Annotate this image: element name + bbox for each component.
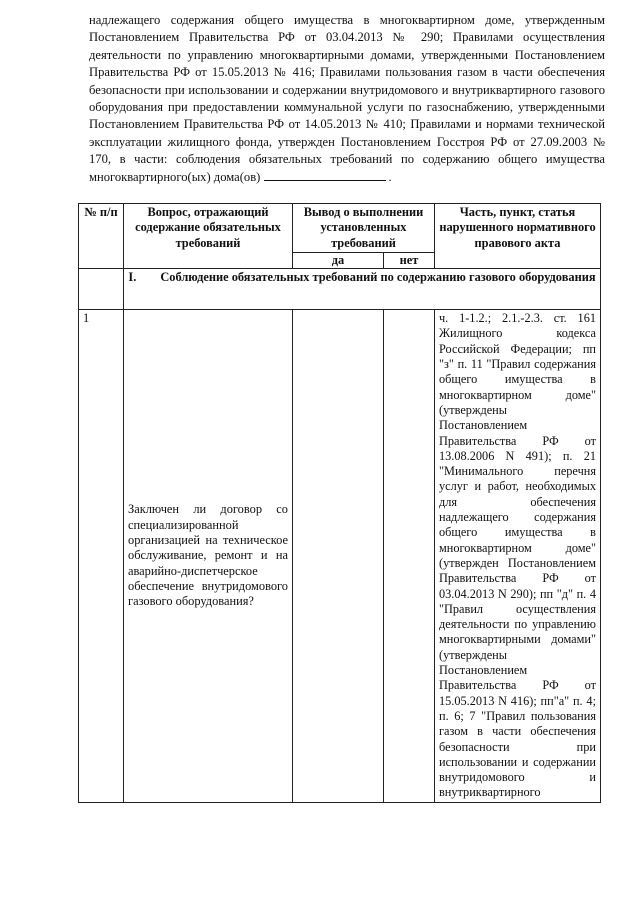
fill-in-blank xyxy=(264,169,386,181)
section-heading xyxy=(124,269,601,310)
intro-paragraph xyxy=(89,12,605,186)
intro-tail: . xyxy=(388,169,392,184)
row-no-cell xyxy=(384,310,435,803)
row-yes-cell xyxy=(293,310,384,803)
header-conclusion: Вывод о выполнении установленных требований xyxy=(293,204,435,253)
section-row xyxy=(79,269,601,310)
row-num: 1 xyxy=(79,310,124,803)
row-question: Заключен ли договор со специализированной организацией на техническое обслуживание, ремонт и на аварийно-диспетчерское обеспечение внутридомового газового оборудования? xyxy=(124,310,293,803)
header-yes: да xyxy=(293,252,384,268)
table-row xyxy=(79,310,601,803)
requirements-table xyxy=(78,203,601,803)
header-num: № п/п xyxy=(79,204,124,269)
row-reference: ч. 1-1.2.; 2.1.-2.3. ст. 161 Жилищного кодекса Российской Федерации; пп "з" п. 11 "Правил содержания общего имущества в многоквартирном доме" (утверждены Постановлением Правительства РФ от 13.08.2006 N 491); п. 21 "Минимального перечня услуг и работ, необходимых для обеспечения надлежащего содержания общего имущества в многоквартирном доме" (утвержден Постановлением Правительства РФ от 03.04.2013 N 290); пп "д" п. 4 "Правил осуществления деятельности по управлению многоквартирными домами" (утверждены Постановлением Правительства РФ от 15.05.2013 N 416); пп"а" п. 4; п. 6; 7 "Правил пользования газом в части обеспечения безопасности при использовании и содержании внутридомового и внутриквартирного xyxy=(435,310,601,803)
intro-text: надлежащего содержания общего имущества в многоквартирном доме, утвержденным Постановлением Правительства РФ от 03.04.2013 № 290; Правилами осуществления деятельности по управлению многоквартирными домами, утвержденными Постановлением Правительства РФ от 15.05.2013 № 416; Правилами пользования газом в части обеспечения безопасности при использовании и содержании внутридомового и внутриквартирного газового оборудования при предоставлении коммунальной услуги по газоснабжению, утвержденными Постановлением Правительства РФ от 14.05.2013 № 410; Правилами и нормами технической эксплуатации жилищного фонда, утвержден Постановлением Госстроя РФ от 27.09.2003 № 170, в части: соблюдения обязательных требований по содержанию общего имущества многоквартирного(ых) дома(ов) xyxy=(89,13,605,184)
header-question: Вопрос, отражающий содержание обязательных требований xyxy=(124,204,293,269)
header-reference: Часть, пункт, статья нарушенного нормативного правового акта xyxy=(435,204,601,269)
section-title: Соблюдение обязательных требований по содержанию газового оборудования xyxy=(160,270,596,285)
header-no: нет xyxy=(384,252,435,268)
section-empty-cell xyxy=(79,269,124,310)
table-header-row xyxy=(79,204,601,253)
section-number: I. xyxy=(128,270,137,285)
